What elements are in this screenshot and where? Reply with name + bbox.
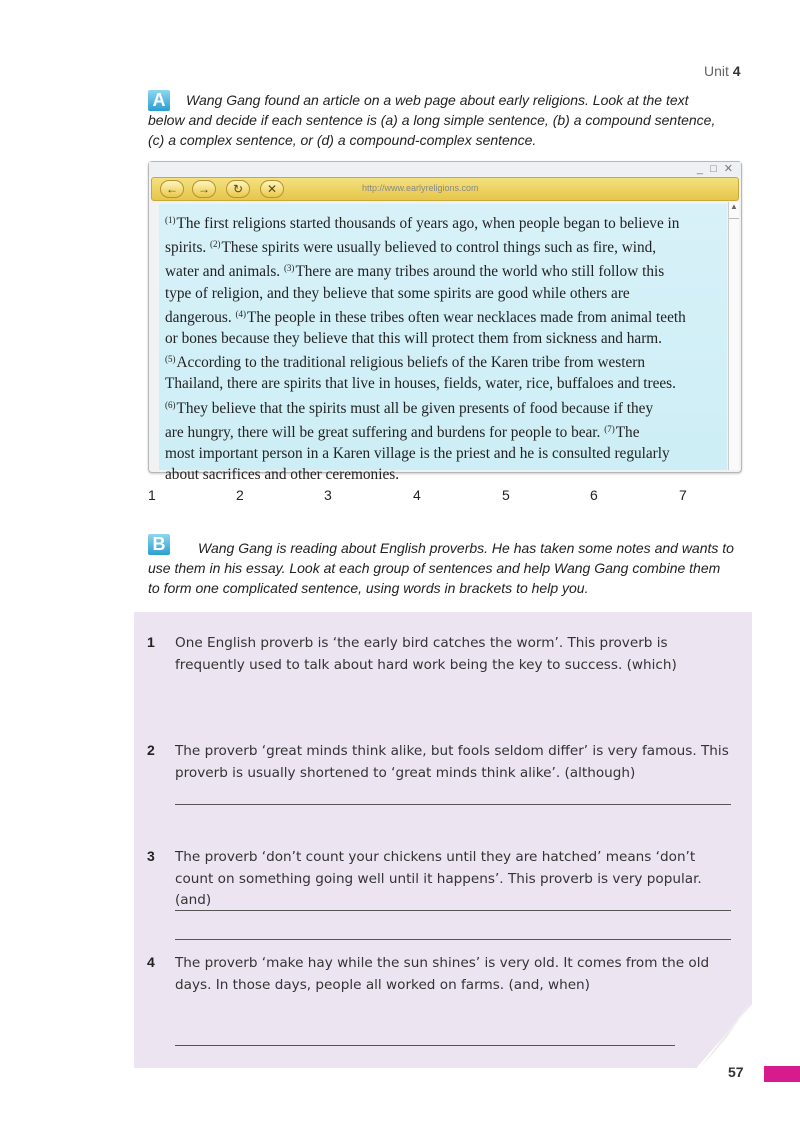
answer-line[interactable] [175,939,731,940]
article-text [165,210,715,485]
section-b-instr-line-2: use them in his essay. Look at each group of sentences and help Wang Gang combine them [148,560,721,576]
section-b-instructions [148,538,758,598]
browser-toolbar [151,177,739,201]
section-b-instr-line-1: Wang Gang is reading about English proverbs. He has taken some notes and wants to [198,540,734,556]
unit-label [704,63,741,79]
article-line [165,234,715,258]
sentence-text: most important person in a Karen village is the priest and he is consulted regularly [165,445,670,463]
article-line [165,328,715,349]
article-line [165,419,715,443]
question-line: days. In those days, people all worked on farms. (and, when) [175,976,590,993]
browser-window [148,161,742,484]
sentence-text: dangerous. [165,308,236,326]
refresh-icon[interactable]: ↻ [226,180,250,198]
page-number: 57 [728,1064,744,1080]
article-line [165,464,715,485]
sentence-text: The [615,423,640,441]
answer-number: 1 [148,487,156,503]
answer-number: 3 [324,487,332,503]
answer-number: 7 [679,487,687,503]
sentence-number: (2) [210,239,221,250]
sentence-number: (1) [165,215,176,225]
page-accent-bar [764,1066,800,1082]
scroll-up-arrow-icon[interactable]: ▲ [729,202,739,219]
sentence-text: type of religion, and they believe that some spirits are good while others are [165,284,630,302]
question-line: The proverb ‘don’t count your chickens until they are hatched’ means ‘don’t [175,849,696,865]
question-line: The proverb ‘great minds think alike, but fools seldom differ’ is very famous. This [175,743,729,759]
question-line: count on something going well until it happens’. This proverb is very popular. (and) [175,870,702,908]
question-2-text [175,741,735,784]
sentence-number: (6) [165,399,176,410]
answer-number-row [148,487,708,507]
answer-line[interactable] [175,910,731,911]
article-line [165,258,715,282]
section-a-instr-line-3: (c) a complex sentence, or (d) a compound-complex sentence. [148,132,537,148]
sentence-text: are hungry, there will be great suffering and burdens for people to bear. [165,423,605,441]
sentence-text: about sacrifices and other ceremonies. [165,466,400,484]
sentence-text: There are many tribes around the world who still follow this [295,263,665,281]
unit-word: Unit [704,63,729,79]
sentence-text: Thailand, there are spirits that live in houses, fields, water, rice, buffaloes and trees. [165,375,676,393]
question-number: 4 [147,954,155,970]
section-a-instr-line-2: below and decide if each sentence is (a) a long simple sentence, (b) a compound sentence, [148,112,716,128]
question-3-text [175,847,735,912]
question-number: 1 [147,634,155,650]
window-title-bar [149,162,741,176]
unit-number: 4 [732,63,741,79]
note-paper [134,612,752,1068]
question-line: frequently used to talk about hard work being the key to success. (which) [175,656,677,673]
sentence-text: spirits. [165,239,211,257]
section-b-badge: B [148,534,170,555]
sentence-text: water and animals. [165,263,284,281]
sentence-text: According to the traditional religious beliefs of the Karen tribe from western [176,354,646,372]
question-number: 3 [147,848,155,864]
section-a-badge: A [148,90,170,111]
answer-number: 4 [413,487,421,503]
article-line [165,349,715,373]
article-line [165,210,715,234]
address-bar[interactable]: http://www.earlyreligions.com [362,183,479,193]
forward-arrow-icon[interactable]: → [192,180,216,198]
question-line: The proverb ‘make hay while the sun shines’ is very old. It comes from the old [175,955,710,971]
scrollbar[interactable] [728,202,739,470]
question-1-text [175,633,735,676]
article-line [165,443,715,464]
sentence-text: or bones because they believe that this will protect them from sickness and harm. [165,330,663,348]
back-arrow-icon[interactable]: ← [160,180,184,198]
sentence-text: The first religions started thousands of years ago, when people began to believe in [176,215,680,232]
answer-number: 6 [590,487,598,503]
sentence-text: They believe that the spirits must all be given presents of food because if they [176,399,654,417]
stop-icon[interactable]: ✕ [260,180,284,198]
sentence-number: (5) [165,354,176,365]
sentence-number: (4) [235,308,247,319]
section-a-instructions [148,90,748,150]
answer-line[interactable] [175,1045,675,1046]
article-line [165,373,715,394]
sentence-text: These spirits were usually believed to control things such as fire, wind, [221,239,657,257]
article-line [165,304,715,328]
section-a-instr-line-1: Wang Gang found an article on a web page about early religions. Look at the text [186,92,689,108]
sentence-text: The people in these tribes often wear necklaces made from animal teeth [247,308,686,326]
answer-number: 2 [236,487,244,503]
answer-line[interactable] [175,804,731,805]
article-line [165,283,715,304]
section-b-instr-line-3: to form one complicated sentence, using words in brackets to help you. [148,580,589,596]
question-line: One English proverb is ‘the early bird catches the worm’. This proverb is [175,635,668,651]
sentence-number: (7) [604,423,615,434]
answer-number: 5 [502,487,510,503]
question-4-text [175,953,735,996]
sentence-number: (3) [283,263,295,274]
article-line [165,395,715,419]
window-controls[interactable]: _ □ ✕ [696,163,735,175]
question-line: proverb is usually shortened to ‘great minds think alike’. (although) [175,764,636,781]
question-number: 2 [147,742,155,758]
